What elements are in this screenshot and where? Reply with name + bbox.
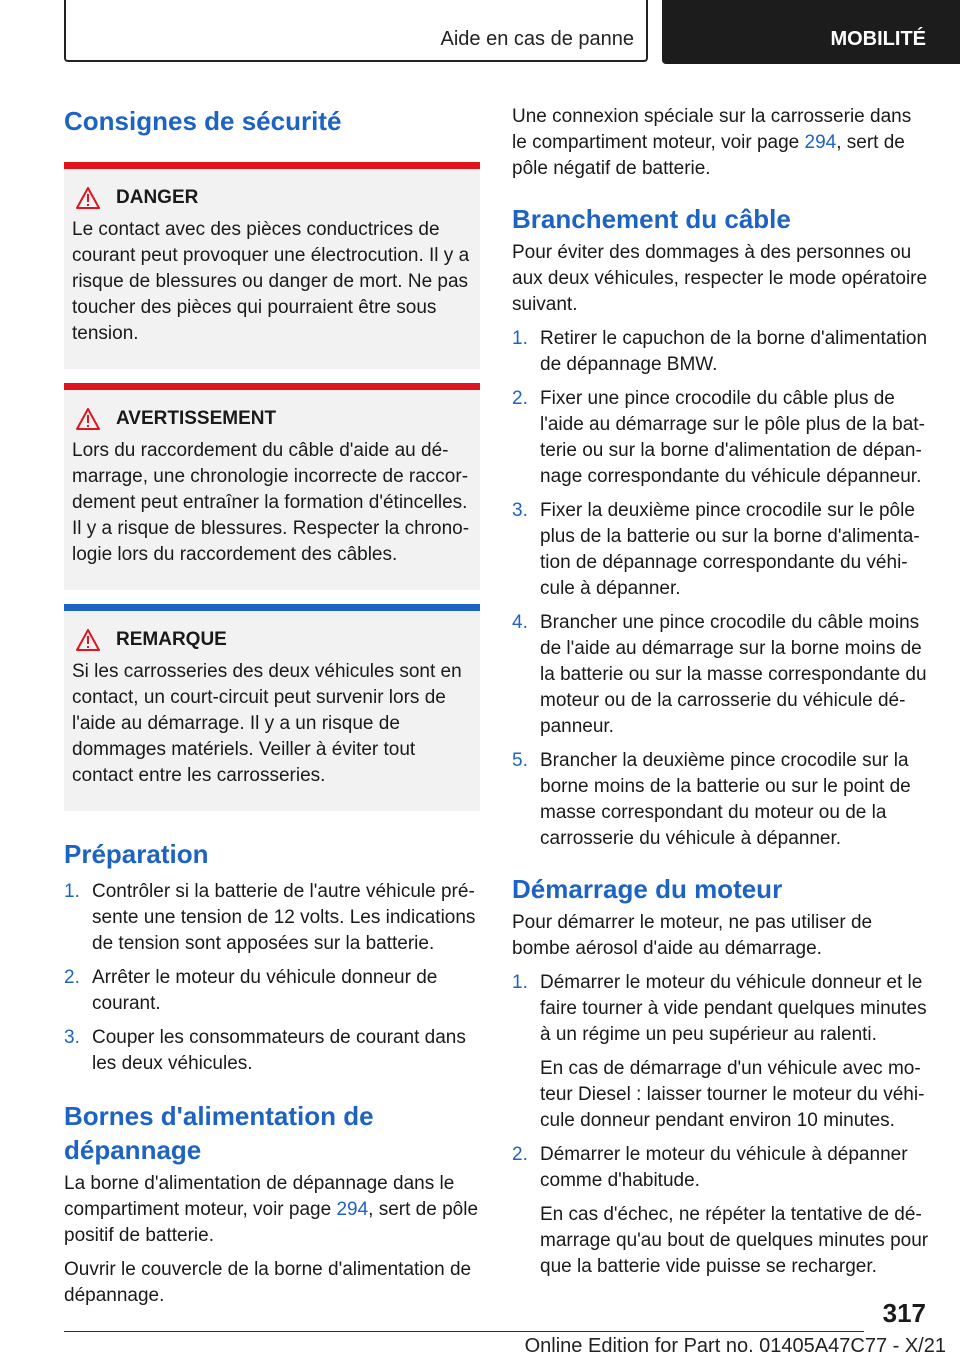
safety-heading: Consignes de sécurité bbox=[64, 106, 342, 136]
cable-heading: Branchement du câble bbox=[512, 204, 791, 234]
footer-divider bbox=[64, 1331, 864, 1332]
warning-notice bbox=[64, 383, 480, 590]
notice-text: Lors du raccordement du câble d'aide au démarrage, une chronologie incorrecte de raccordement peut entraîner la formation d'étincelles. Il y a risque de blessures. Respecter la chronologie lors du raccordement des câbles. bbox=[72, 440, 470, 565]
list-item: 5. Brancher la deuxième pince crocodile sur la borne moins de la batterie ou sur le point de masse correspondant du moteur ou de la carrosserie du véhicule à dépanner. bbox=[512, 750, 911, 849]
header-section-tab bbox=[64, 0, 648, 62]
bornes-paragraph: La borne d'alimentation de dépannage dans le compartiment moteur, voir page 294, sert de pôle positif de batterie. bbox=[64, 1173, 479, 1246]
notice-label: AVERTISSEMENT bbox=[116, 408, 277, 429]
notice-label: DANGER bbox=[116, 187, 199, 208]
edition-footer: Online Edition for Part no. 01405A47C77 - X/21 bbox=[524, 1335, 946, 1357]
warning-triangle-icon bbox=[76, 187, 100, 209]
start-heading: Démarrage du moteur bbox=[512, 874, 783, 904]
list-item: 4. Brancher une pince crocodile du câble moins de l'aide au démarrage sur la borne moins de la batterie ou sur la masse correspondante du moteur ou de la carrosserie du véhicule dépanneur. bbox=[512, 612, 927, 737]
cable-steps bbox=[512, 326, 930, 852]
page-link[interactable]: 294 bbox=[336, 1199, 369, 1220]
remark-notice bbox=[64, 604, 480, 811]
notice-label: REMARQUE bbox=[116, 629, 227, 650]
section-title: Aide en cas de panne bbox=[440, 28, 634, 50]
list-item: 1. Démarrer le moteur du véhicule donneur et le faire tourner à vide pendant quelques minutes à un régime un peu supérieur au ralenti. En cas de démarrage d'un véhicule avec moteur Diesel : laisser tourner le moteur du véhicule donneur pendant environ 10 minutes. bbox=[512, 972, 927, 1131]
list-item: 2. Arrêter le moteur du véhicule donneur de courant. bbox=[64, 967, 438, 1014]
list-item: 1. Contrôler si la batterie de l'autre véhicule présente une tension de 12 volts. Les indications de tension sont apposées sur la batterie. bbox=[64, 881, 476, 954]
header-chapter-tab bbox=[662, 0, 960, 64]
right-column bbox=[512, 104, 930, 1280]
cable-intro: Pour éviter des dommages à des personnes ou aux deux véhicules, respecter le mode opératoire suivant. bbox=[512, 242, 928, 315]
page-link[interactable]: 294 bbox=[804, 132, 837, 153]
list-item: 3. Couper les consommateurs de courant dans les deux véhicules. bbox=[64, 1027, 466, 1074]
page-number: 317 bbox=[882, 1298, 926, 1328]
chapter-title: MOBILITÉ bbox=[830, 28, 926, 50]
start-intro: Pour démarrer le moteur, ne pas utiliser de bombe aérosol d'aide au démarrage. bbox=[512, 912, 873, 959]
intro-paragraph: Une connexion spéciale sur la carrosserie dans le compartiment moteur, voir page 294, sert de pôle négatif de batterie. bbox=[512, 106, 912, 179]
danger-notice bbox=[64, 162, 480, 369]
notice-text: Si les carrosseries des deux véhicules sont en contact, un court-circuit peut survenir lors de l'aide au démarrage. Il y a un risque de dommages matériels. Veiller à éviter tout contact entre les carrosseries. bbox=[72, 661, 462, 786]
left-column bbox=[64, 100, 480, 1309]
bornes-paragraph-2: Ouvrir le couvercle de la borne d'alimentation de dépannage. bbox=[64, 1259, 472, 1306]
preparation-heading: Préparation bbox=[64, 839, 209, 869]
preparation-steps bbox=[64, 879, 480, 1077]
warning-triangle-icon bbox=[76, 629, 100, 651]
start-steps bbox=[512, 970, 930, 1280]
list-item: 2. Fixer une pince crocodile du câble plus de l'aide au démarrage sur le pôle plus de la batterie ou sur la borne d'alimentation de dépannage correspondante du véhicule dépanneur. bbox=[512, 388, 925, 487]
list-item: 3. Fixer la deuxième pince crocodile sur le pôle plus de la batterie ou sur la borne d'alimentation de dépannage correspondante du véhicule à dépanner. bbox=[512, 500, 920, 599]
notice-text: Le contact avec des pièces conductrices de courant peut provoquer une électrocution. Il y a risque de blessures ou danger de mort. Ne pas toucher des pièces qui pourraient être sous tension. bbox=[72, 219, 470, 344]
list-item: 2. Démarrer le moteur du véhicule à dépanner comme d'habitude. En cas d'échec, ne répéter la tentative de démarrage qu'au bout de quelques minutes pour que la batterie vide puisse se recharger. bbox=[512, 1144, 929, 1277]
warning-triangle-icon bbox=[76, 408, 100, 430]
bornes-heading: Bornes d'alimentation de dépannage bbox=[64, 1101, 374, 1165]
list-item: 1. Retirer le capuchon de la borne d'alimentation de dépannage BMW. bbox=[512, 328, 928, 375]
